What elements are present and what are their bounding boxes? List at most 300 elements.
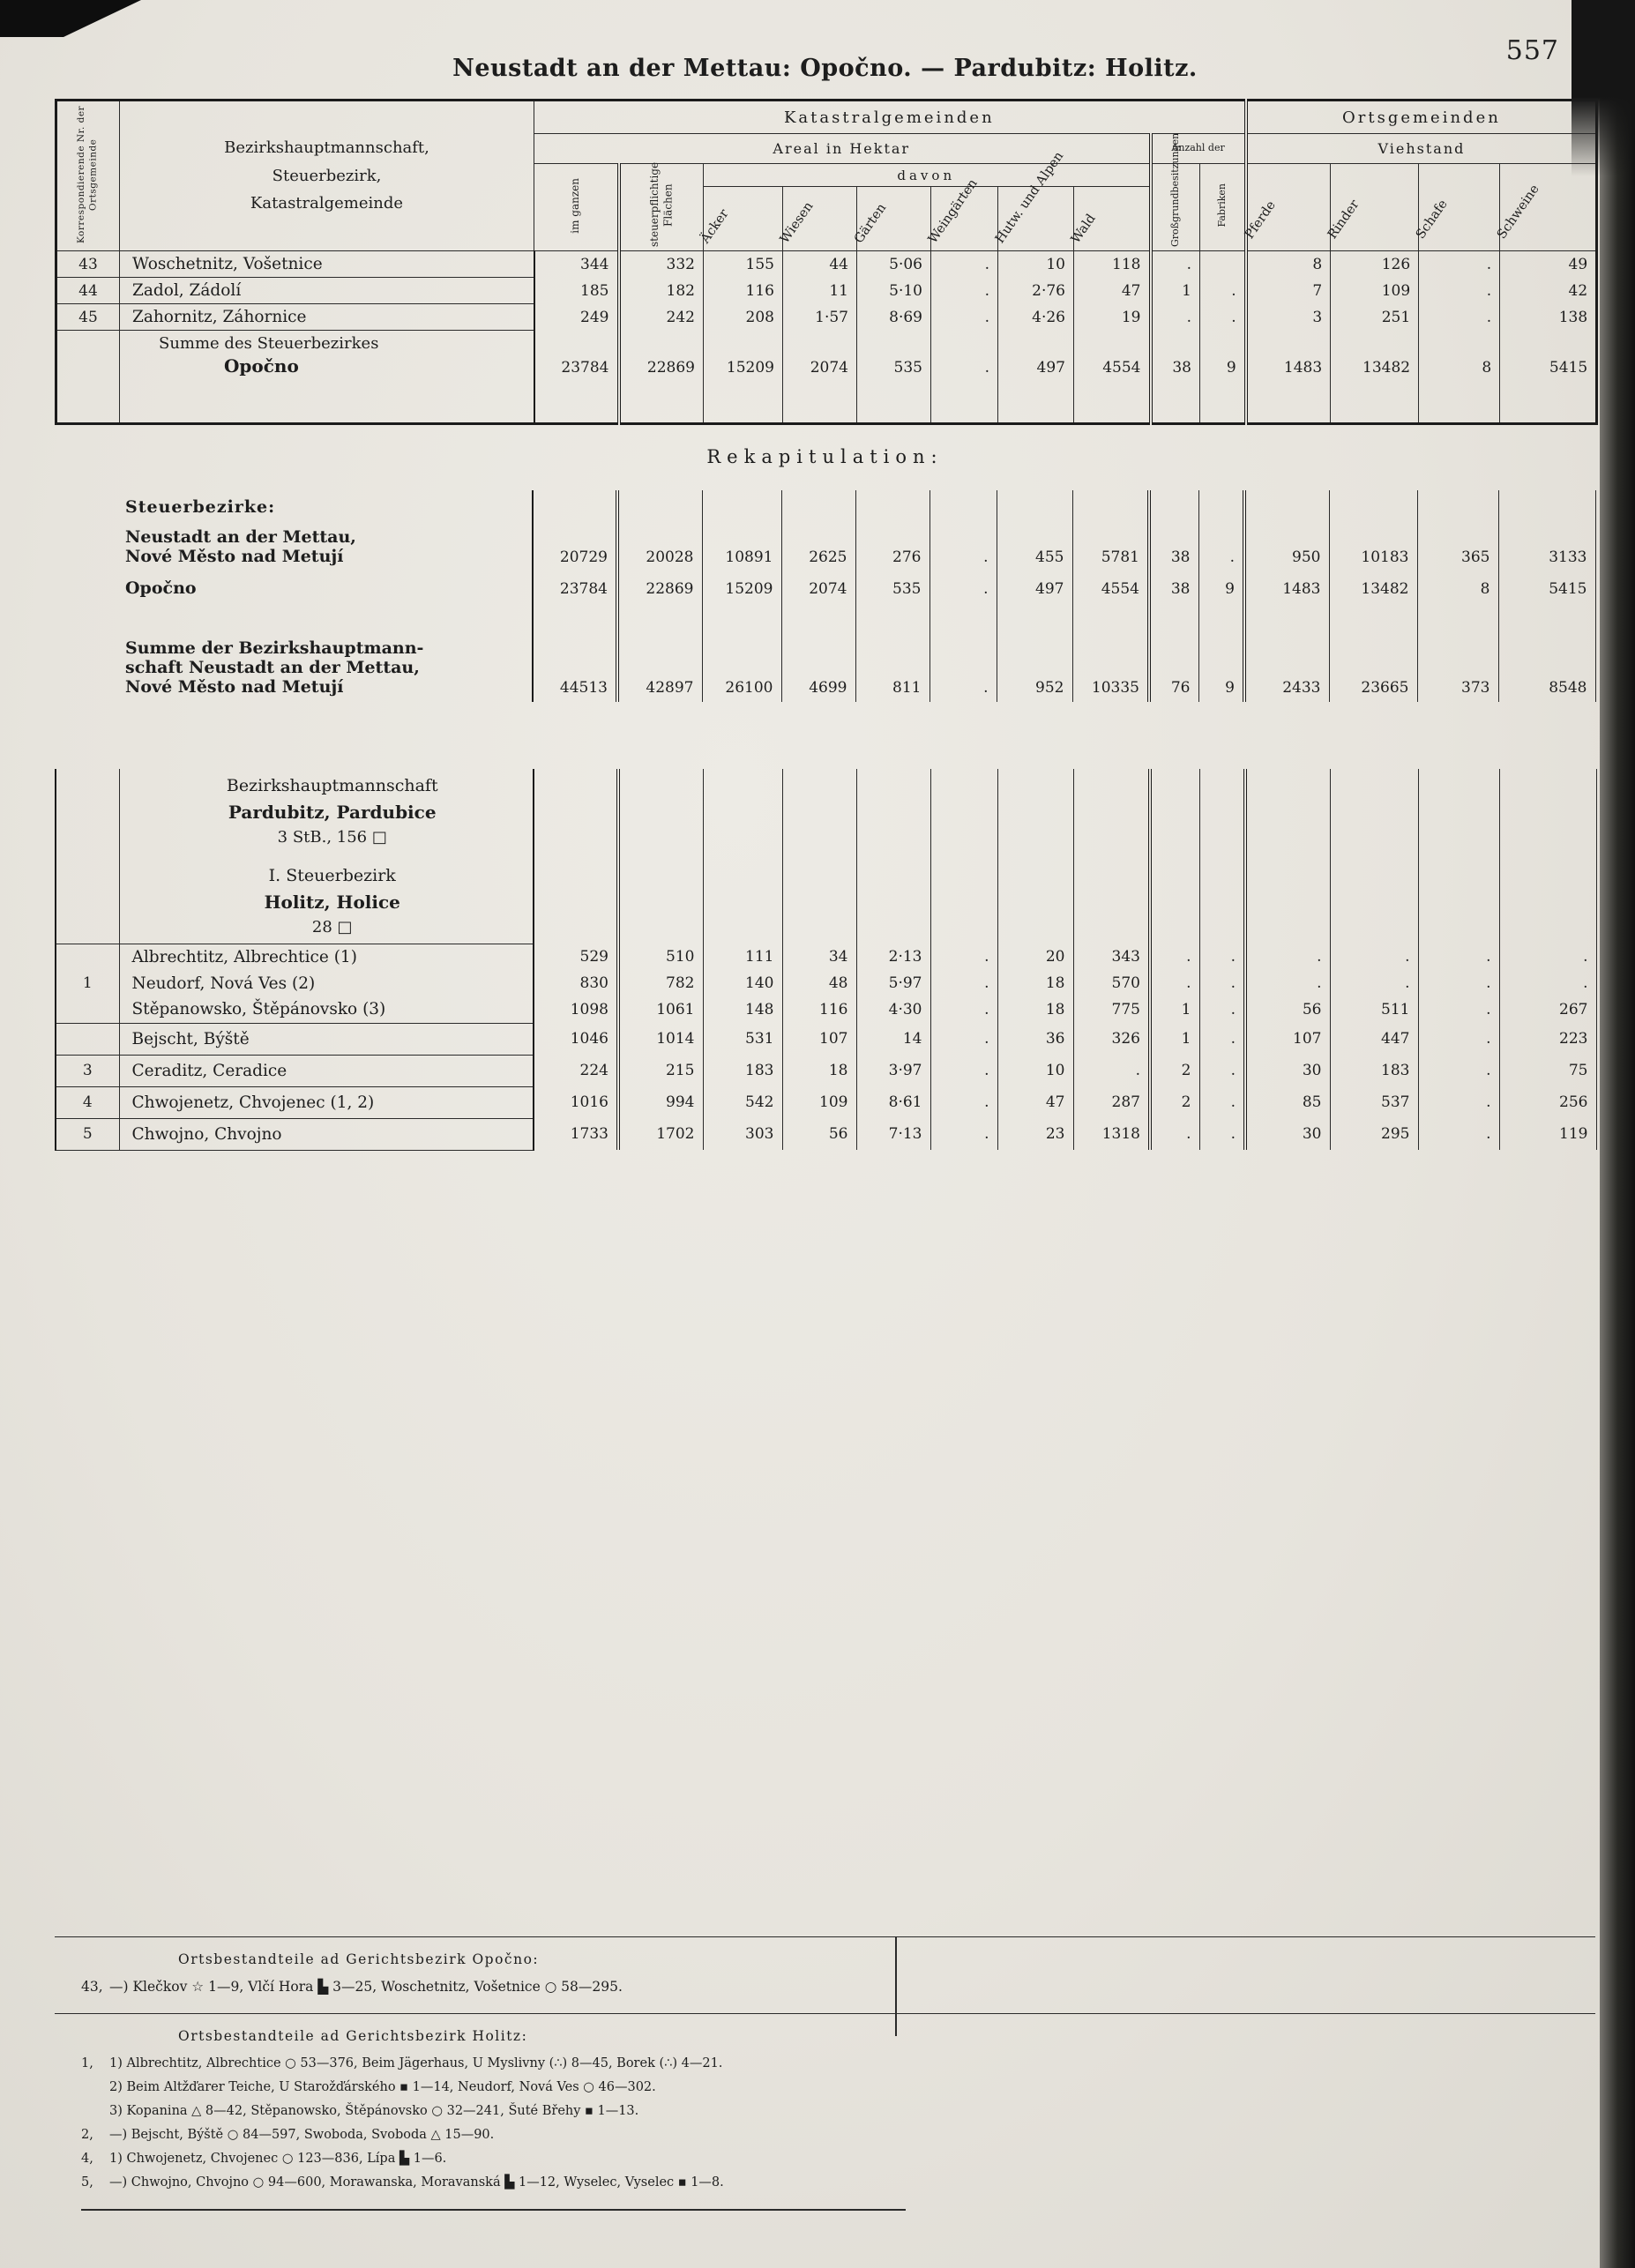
page-number: 557	[1505, 35, 1559, 66]
cell: 20028	[617, 522, 702, 571]
cell: 365	[1417, 522, 1498, 571]
summe-label-line1: Summe des Steuerbezirkes	[159, 333, 379, 353]
cell: 14	[856, 1023, 930, 1055]
cell	[1499, 769, 1596, 944]
cell: .	[1151, 304, 1200, 331]
cell: .	[1418, 996, 1499, 1023]
header-row-groups	[56, 101, 1597, 134]
cell: .	[1150, 970, 1199, 996]
cell: 1483	[1246, 331, 1331, 387]
table-row	[56, 996, 1596, 1023]
footnote-text: 3) Kopanina △ 8—42, Stěpanowsko, Štěpánovsko ○ 32—241, Šuté Břehy ▪ 1—13.	[109, 2104, 639, 2118]
steuerbezirke-label-row	[55, 490, 1595, 522]
cell: 8	[1246, 251, 1331, 278]
footnote-nr: 43,	[81, 1979, 103, 1995]
cell	[1200, 387, 1246, 424]
cell	[998, 387, 1074, 424]
bezirkssumme-label	[118, 626, 533, 702]
cell: .	[1245, 944, 1330, 970]
katastralgemeinde-name: Neudorf, Nová Ves (2)	[119, 970, 534, 996]
cell: .	[1245, 970, 1330, 996]
footnote-block-holitz	[55, 2055, 1595, 2191]
bezirk-header	[119, 769, 534, 944]
bezirk-header-row	[56, 769, 1596, 944]
cell: 34	[782, 944, 856, 970]
cell: 36	[997, 1023, 1073, 1055]
col-header-aecker	[698, 187, 783, 251]
cell: 76	[1149, 626, 1198, 702]
cell: .	[1418, 970, 1499, 996]
corner-label-cell	[56, 101, 120, 251]
cell: 18	[997, 996, 1073, 1023]
cell: .	[1073, 1055, 1150, 1086]
cell	[1149, 490, 1198, 522]
header-anzahl-der: Anzahl der	[1151, 134, 1246, 164]
cell: .	[1419, 251, 1500, 278]
cell: 138	[1500, 304, 1597, 331]
footnote-line	[55, 2102, 1595, 2120]
cell: .	[929, 522, 997, 571]
cell: .	[931, 251, 998, 278]
cell	[118, 603, 533, 626]
cell: .	[931, 331, 998, 387]
cell	[1419, 387, 1500, 424]
cell: 224	[534, 1055, 618, 1086]
cell: 126	[1331, 251, 1419, 278]
steuerbezirk-header-line: 28 □	[311, 917, 353, 936]
footnote-nr	[55, 2102, 109, 2120]
gaerten-label: Gärten	[851, 201, 890, 246]
katastralgemeinde-name: Zahornitz, Záhornice	[120, 304, 534, 331]
cell	[1244, 603, 1329, 626]
cell	[1151, 387, 1200, 424]
cell: 1	[1150, 996, 1199, 1023]
bezirk-header-line: Pardubitz, Pardubice	[228, 801, 437, 823]
cell: 5415	[1500, 331, 1597, 387]
col-header-pferde	[1242, 164, 1331, 251]
cell: 182	[619, 278, 704, 304]
row-nr	[56, 1023, 119, 1055]
katastralgemeinde-name: Zadol, Zádolí	[120, 278, 534, 304]
cell	[1500, 387, 1597, 424]
cell: 542	[703, 1086, 782, 1118]
cell: 38	[1151, 331, 1200, 387]
divider	[895, 1936, 897, 2036]
cell: .	[1199, 1118, 1245, 1150]
cell: 2·13	[856, 944, 930, 970]
cell: 148	[703, 996, 782, 1023]
footnote-text: 1) Chwojenetz, Chvojenec ○ 123—836, Lípa ▙ 1—6.	[109, 2152, 447, 2166]
cell: 295	[1330, 1118, 1418, 1150]
cell: .	[931, 278, 998, 304]
cell	[56, 769, 119, 944]
cell	[533, 490, 617, 522]
steuerbezirk-header-line: I. Steuerbezirk	[268, 865, 396, 885]
wald-label: Wald	[1068, 212, 1099, 246]
cell: 1046	[534, 1023, 618, 1055]
cell: 1	[1150, 1023, 1199, 1055]
cell	[1200, 251, 1246, 278]
cell: 42897	[617, 626, 702, 702]
cell: 10	[998, 251, 1074, 278]
cell: 56	[782, 1118, 856, 1150]
col-header-gaerten	[851, 187, 931, 251]
cell: 8548	[1498, 626, 1595, 702]
cell: 1061	[618, 996, 703, 1023]
steuerbezirk-name	[118, 571, 533, 603]
cell	[997, 603, 1072, 626]
cell: 38	[1149, 522, 1198, 571]
table-row	[56, 278, 1597, 304]
cell: 952	[997, 626, 1072, 702]
cell: 242	[619, 304, 704, 331]
table-row	[56, 1118, 1596, 1150]
cell	[1245, 769, 1330, 944]
cell: 48	[782, 970, 856, 996]
bezirkssumme-line: Summe der Bezirkshauptmann-	[125, 638, 424, 658]
name-header-line: Katastralgemeinde	[250, 194, 404, 213]
row-nr: 45	[56, 304, 120, 331]
steuerbezirk-header-line: Holitz, Holice	[264, 891, 400, 913]
cell: 18	[997, 970, 1073, 996]
header-viehstand: Viehstand	[1246, 134, 1597, 164]
cell: 343	[1073, 944, 1150, 970]
cell	[1417, 603, 1498, 626]
cell: 1014	[618, 1023, 703, 1055]
cell	[55, 603, 118, 626]
cell	[930, 769, 997, 944]
cell: 8	[1419, 331, 1500, 387]
cell: 4699	[781, 626, 855, 702]
aecker-label: Äcker	[698, 206, 732, 246]
cell	[855, 490, 929, 522]
schweine-label: Schweine	[1495, 182, 1542, 242]
page-title: Neustadt an der Mettau: Opočno. — Pardubitz: Holitz.	[452, 55, 1198, 82]
cell: 373	[1417, 626, 1498, 702]
col-header-rinder	[1325, 164, 1419, 251]
cell: 109	[782, 1086, 856, 1118]
cell: 75	[1499, 1055, 1596, 1086]
cell: 140	[703, 970, 782, 996]
cell: 1·57	[783, 304, 857, 331]
footnote-nr: 4,	[81, 2152, 93, 2166]
footnote-nr	[55, 2078, 109, 2096]
cell: 511	[1330, 996, 1418, 1023]
katastralgemeinde-name: Stěpanowsko, Štěpánovsko (3)	[119, 996, 534, 1023]
cell: 3	[1246, 304, 1331, 331]
row-nr: 5	[56, 1118, 119, 1150]
row-nr: 4	[56, 1086, 119, 1118]
cell: .	[1150, 944, 1199, 970]
table-row	[56, 970, 1596, 996]
scan-artifact-top-left	[0, 0, 141, 37]
cell	[1072, 490, 1149, 522]
cell: 9	[1198, 626, 1244, 702]
cell: 13482	[1331, 331, 1419, 387]
cell	[55, 571, 118, 603]
cell: 775	[1073, 996, 1150, 1023]
cell: .	[930, 1086, 997, 1118]
footnote-text: —) Chwojno, Chvojno ○ 94—600, Morawanska, Moravanská ▙ 1—12, Wyselec, Vyselec ▪ 1—8.	[109, 2175, 724, 2190]
group-header-katastralgemeinden: Katastralgemeinden	[534, 101, 1246, 134]
cell	[929, 603, 997, 626]
corner-label: Korrespondierende Nr. der Ortsgemeinde	[76, 105, 99, 243]
cell	[1417, 490, 1498, 522]
cell: 3·97	[856, 1055, 930, 1086]
cell: 326	[1073, 1023, 1150, 1055]
cell: 2	[1150, 1086, 1199, 1118]
cell: 23	[997, 1118, 1073, 1150]
cell	[1199, 769, 1245, 944]
cell: 18	[782, 1055, 856, 1086]
steuerbezirke-label-text: Steuerbezirke:	[125, 497, 276, 517]
cell	[1072, 603, 1149, 626]
col-header-hutweiden	[992, 149, 1074, 251]
cell	[534, 769, 618, 944]
cell: 9	[1198, 571, 1244, 603]
cell: 1733	[534, 1118, 618, 1150]
cell	[1073, 769, 1150, 944]
footnote-nr: 5,	[81, 2175, 93, 2190]
footnote-nr: 1,	[81, 2056, 93, 2070]
cell: 20729	[533, 522, 617, 571]
footnote-line	[55, 1978, 1595, 1996]
cell	[533, 603, 617, 626]
cell: 782	[618, 970, 703, 996]
footnote-line	[55, 2150, 1595, 2167]
cell: .	[929, 626, 997, 702]
cell	[997, 769, 1073, 944]
katastralgemeinde-name: Albrechtitz, Albrechtice (1)	[119, 944, 534, 970]
scan-artifact-right-edge	[1600, 0, 1635, 2268]
divider	[55, 2013, 1595, 2014]
cell: 1483	[1244, 571, 1329, 603]
cell: .	[1499, 944, 1596, 970]
cell: 15209	[704, 331, 783, 387]
fabriken-label: Fabriken	[1215, 183, 1228, 228]
cell	[55, 490, 118, 522]
cell: 13482	[1329, 571, 1417, 603]
col-header-wiesen	[777, 187, 857, 251]
steuerbezirk-name-line: Nové Město nad Metují	[125, 547, 344, 566]
cell: 531	[703, 1023, 782, 1055]
pardubitz-table	[55, 769, 1597, 1151]
row-nr: 43	[56, 251, 120, 278]
cell: 30	[1245, 1118, 1330, 1150]
rinder-label: Rinder	[1325, 198, 1362, 242]
footnote-line	[55, 2126, 1595, 2144]
footnote-text: —) Bejscht, Býště ○ 84—597, Swoboda, Svoboda △ 15—90.	[109, 2128, 495, 2142]
cell	[702, 490, 781, 522]
col-header-schafe	[1414, 164, 1500, 251]
cell: 10335	[1072, 626, 1149, 702]
cell: .	[1199, 944, 1245, 970]
cell: 497	[997, 571, 1072, 603]
cell: 118	[1074, 251, 1151, 278]
summe-label-line2: Opočno	[224, 354, 299, 377]
footnotes-section	[55, 1936, 1595, 2211]
cell: 2433	[1244, 626, 1329, 702]
cell	[1074, 387, 1151, 424]
cell: 950	[1244, 522, 1329, 571]
cell	[56, 387, 120, 424]
footnote-line	[55, 2078, 1595, 2096]
cell: 111	[703, 944, 782, 970]
katastralgemeinde-name: Woschetnitz, Vošetnice	[120, 251, 534, 278]
cell: 23665	[1329, 626, 1417, 702]
cell: 56	[1245, 996, 1330, 1023]
cell: .	[1418, 944, 1499, 970]
cell: 830	[534, 970, 618, 996]
cell: 42	[1500, 278, 1597, 304]
cell: 8·61	[856, 1086, 930, 1118]
cell: 2625	[781, 522, 855, 571]
footnote-header-opocno: Ortsbestandteile ad Gerichtsbezirk Opočno:	[178, 1951, 540, 1967]
cell	[781, 490, 855, 522]
cell: 15209	[702, 571, 781, 603]
cell: .	[930, 970, 997, 996]
katastralgemeinde-name: Bejscht, Býště	[119, 1023, 534, 1055]
footnote-text: 2) Beim Altžďarer Teiche, U Starožďárského ▪ 1—14, Neudorf, Nová Ves ○ 46—302.	[109, 2080, 656, 2094]
katastralgemeinde-name: Chwojno, Chvojno	[119, 1118, 534, 1150]
footnote-line	[55, 2055, 1595, 2072]
cell: .	[1199, 1023, 1245, 1055]
cell: 249	[534, 304, 619, 331]
cell: 497	[998, 331, 1074, 387]
rekap-row	[55, 571, 1595, 603]
cell: 344	[534, 251, 619, 278]
steuerbezirk-name-line: Neustadt an der Mettau,	[125, 527, 356, 547]
cell: 4554	[1072, 571, 1149, 603]
cell: 251	[1331, 304, 1419, 331]
cell: 44513	[533, 626, 617, 702]
table-row	[56, 1055, 1596, 1086]
grossgrund-label: Großgrundbesitzungen	[1169, 132, 1182, 247]
cell: 119	[1499, 1118, 1596, 1150]
cell	[1244, 490, 1329, 522]
cell	[534, 387, 619, 424]
cell: 811	[855, 626, 929, 702]
cell: .	[1198, 522, 1244, 571]
rekapitulation-table	[55, 490, 1596, 702]
bezirkssumme-line: Nové Město nad Metují	[125, 677, 344, 697]
cell	[617, 603, 702, 626]
cell: 215	[618, 1055, 703, 1086]
pferde-label: Pferde	[1242, 198, 1279, 242]
header-areal-in-hektar: Areal in Hektar	[534, 134, 1151, 164]
cell: .	[1200, 278, 1246, 304]
col-header-steuerpflichtige-flaechen	[619, 161, 704, 251]
footnote-line	[55, 2174, 1595, 2191]
cell	[617, 490, 702, 522]
cell	[619, 387, 704, 424]
cell	[703, 769, 782, 944]
cell: 5781	[1072, 522, 1149, 571]
cell: 1098	[534, 996, 618, 1023]
cell: .	[929, 571, 997, 603]
cell: 23784	[534, 331, 619, 387]
cell: 303	[703, 1118, 782, 1150]
wiesen-label: Wiesen	[777, 199, 817, 246]
cell: 47	[997, 1086, 1073, 1118]
cell: 535	[855, 571, 929, 603]
cell	[781, 603, 855, 626]
cell	[1329, 603, 1417, 626]
cell: 2074	[781, 571, 855, 603]
cell: 116	[704, 278, 783, 304]
cell: 529	[534, 944, 618, 970]
cell	[1150, 769, 1199, 944]
cell: .	[931, 304, 998, 331]
cell: 116	[782, 996, 856, 1023]
cell: 455	[997, 522, 1072, 571]
row-nr: 1	[56, 944, 119, 1023]
cell: 5415	[1498, 571, 1595, 603]
cell: 332	[619, 251, 704, 278]
cell: 22869	[619, 331, 704, 387]
cell: 85	[1245, 1086, 1330, 1118]
cell: .	[1419, 278, 1500, 304]
cell: 1016	[534, 1086, 618, 1118]
hutweiden-label: Hutw. und Alpen	[992, 149, 1067, 246]
cell	[1498, 490, 1595, 522]
col-header-im-ganzen	[534, 164, 619, 251]
cell: 38	[1149, 571, 1198, 603]
cell: 267	[1499, 996, 1596, 1023]
row-nr: 3	[56, 1055, 119, 1086]
cell	[702, 603, 781, 626]
cell: 2	[1150, 1055, 1199, 1086]
cell: 7·13	[856, 1118, 930, 1150]
cell	[1329, 490, 1417, 522]
cell: 4554	[1074, 331, 1151, 387]
footnote-text: 1) Albrechtitz, Albrechtice ○ 53—376, Beim Jägerhaus, U Myslivny (∴) 8—45, Borek (∴) 4—21.	[109, 2056, 723, 2070]
cell: .	[1151, 251, 1200, 278]
cell: 20	[997, 944, 1073, 970]
name-header-line: Bezirkshauptmannschaft,	[224, 138, 429, 158]
cell	[855, 603, 929, 626]
cell	[704, 387, 783, 424]
cell	[857, 387, 931, 424]
cell: 223	[1499, 1023, 1596, 1055]
col-header-fabriken	[1200, 164, 1246, 251]
cell	[1198, 490, 1244, 522]
rekap-row	[55, 522, 1595, 571]
cell: 10891	[702, 522, 781, 571]
divider	[55, 1936, 1595, 1937]
bezirk-header-line: Bezirkshauptmannschaft	[226, 775, 438, 795]
steuerbezirk-name-line: Opočno	[125, 578, 197, 598]
cell: .	[1419, 304, 1500, 331]
katastralgemeinde-name: Chwojenetz, Chvojenec (1, 2)	[119, 1086, 534, 1118]
cell: 7	[1246, 278, 1331, 304]
cell: 23784	[533, 571, 617, 603]
cell	[1498, 603, 1595, 626]
cell: 155	[704, 251, 783, 278]
cell: 44	[783, 251, 857, 278]
cell: .	[1199, 996, 1245, 1023]
group-header-ortsgemeinden: Ortsgemeinden	[1246, 101, 1597, 134]
cell: 570	[1073, 970, 1150, 996]
cell	[783, 387, 857, 424]
col-header-schweine	[1495, 164, 1597, 251]
cell: 11	[783, 278, 857, 304]
summe-label	[120, 331, 534, 387]
cell: 49	[1500, 251, 1597, 278]
weingaerten-label: Weingärten	[925, 176, 981, 246]
table-row	[56, 944, 1596, 970]
cell	[1331, 387, 1419, 424]
